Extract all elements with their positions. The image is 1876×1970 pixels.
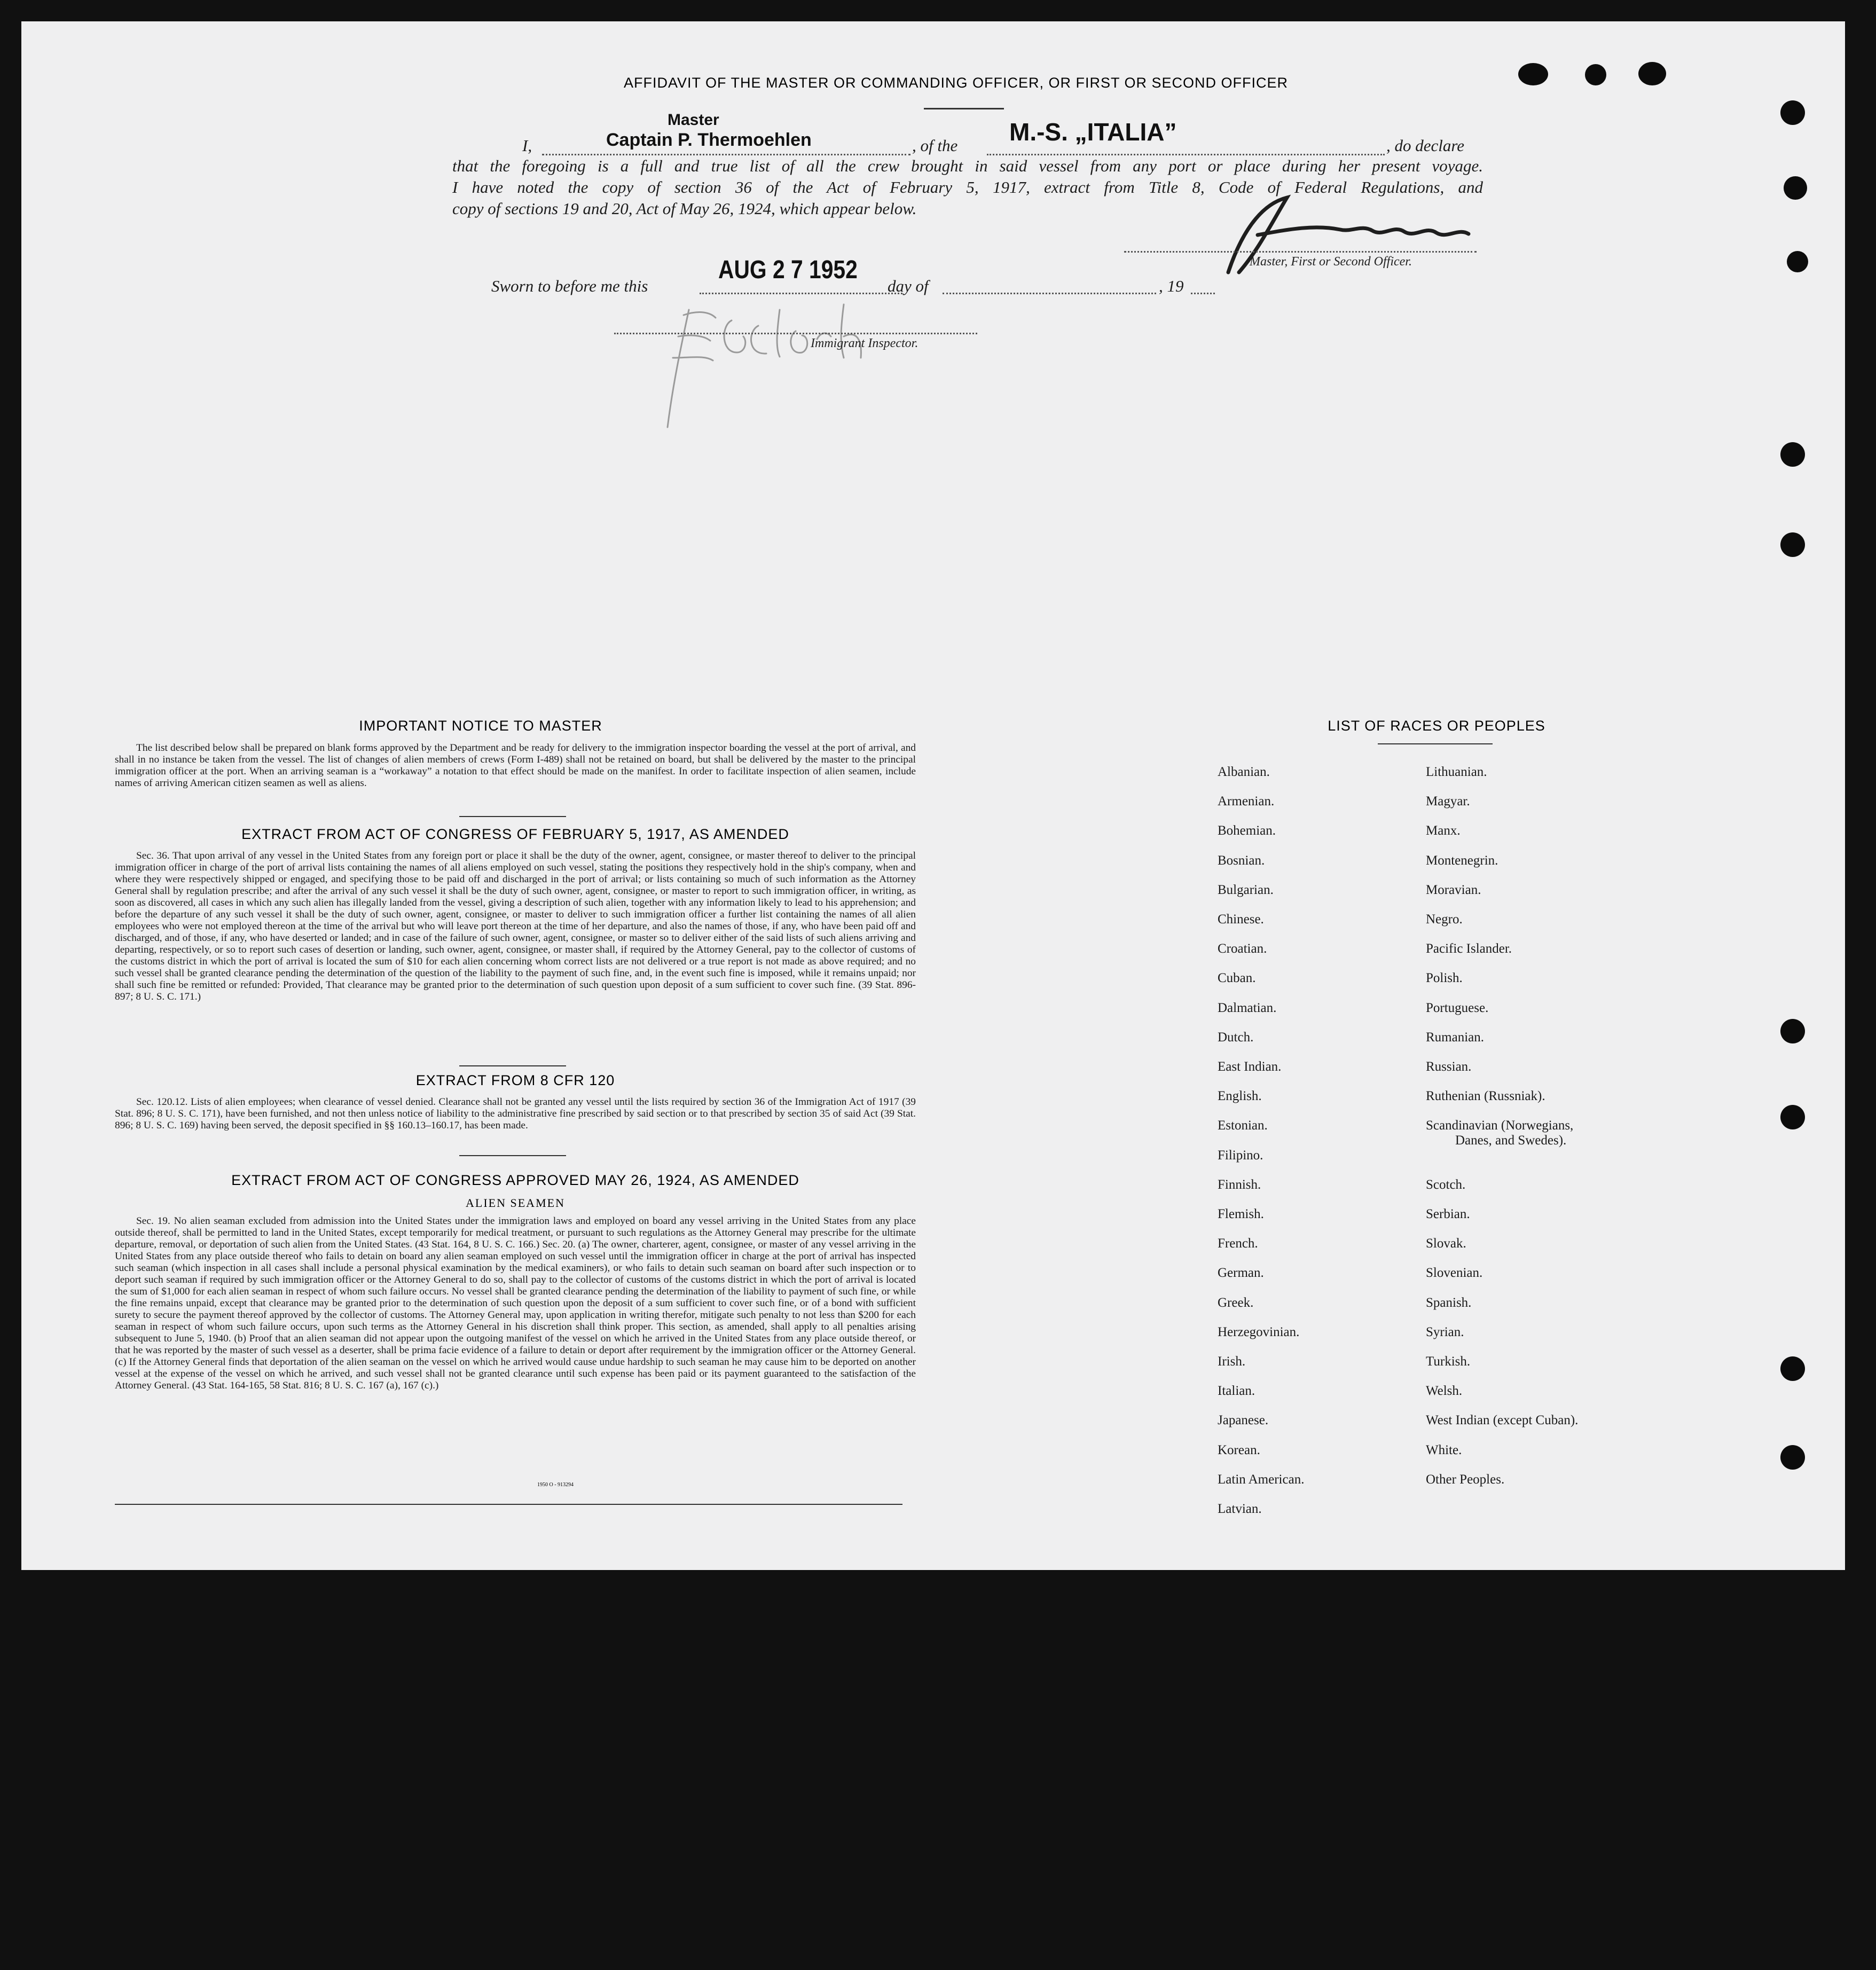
punch-hole — [1780, 1445, 1805, 1470]
race-item: Italian. — [1218, 1384, 1255, 1399]
race-item: Japanese. — [1218, 1413, 1269, 1428]
master-label: Master — [668, 111, 719, 129]
punch-hole — [1787, 251, 1808, 272]
race-item: Latvian. — [1218, 1502, 1262, 1516]
race-item: Greek. — [1218, 1295, 1254, 1310]
extract-1924-title: EXTRACT FROM ACT OF CONGRESS APPROVED MAY 26, 1924, AS AMENDED — [231, 1172, 799, 1188]
race-item: East Indian. — [1218, 1059, 1282, 1074]
race-item: Scotch. — [1426, 1177, 1466, 1192]
document-page — [21, 21, 1845, 1570]
race-item: Filipino. — [1218, 1148, 1263, 1163]
race-item: Welsh. — [1426, 1384, 1463, 1399]
vessel-line — [987, 154, 1385, 155]
race-item: Russian. — [1426, 1059, 1472, 1074]
race-item: Irish. — [1218, 1354, 1246, 1369]
race-item: Pacific Islander. — [1426, 941, 1512, 956]
race-item: Finnish. — [1218, 1177, 1261, 1192]
affidavit-pronoun: I, — [522, 136, 532, 155]
of-the-text: , of the — [912, 136, 958, 155]
race-item: Bulgarian. — [1218, 882, 1274, 897]
punch-hole — [1780, 532, 1805, 557]
race-item: Armenian. — [1218, 794, 1275, 809]
inspector-line — [614, 333, 977, 334]
name-line — [542, 154, 910, 155]
race-item: Manx. — [1426, 823, 1461, 838]
notice-title: IMPORTANT NOTICE TO MASTER — [359, 718, 602, 734]
races-title: LIST OF RACES OR PEOPLES — [1328, 718, 1545, 734]
extract-1917-divider — [459, 1065, 566, 1066]
punch-hole — [1780, 442, 1805, 467]
race-item: German. — [1218, 1266, 1264, 1281]
title-divider — [924, 108, 1004, 109]
punch-hole — [1780, 1105, 1805, 1129]
race-item: English. — [1218, 1089, 1262, 1104]
race-item: Latin American. — [1218, 1472, 1305, 1487]
race-item: Dutch. — [1218, 1030, 1254, 1045]
bottom-rule — [115, 1504, 902, 1505]
punch-hole — [1780, 1356, 1805, 1381]
race-item: Flemish. — [1218, 1207, 1264, 1221]
master-signature-mark — [1207, 192, 1485, 283]
race-item: West Indian (except Cuban). — [1426, 1413, 1579, 1428]
extract-cfr-divider — [459, 1155, 566, 1156]
date-stamp: AUG 2 7 1952 — [718, 256, 858, 284]
race-item: Slovenian. — [1426, 1266, 1483, 1281]
notice-divider — [459, 816, 566, 817]
notice-body: The list described below shall be prepared on blank forms approved by the Department and be ready for delivery to the immigration inspector boarding the vessel at the port of arrival, and shall in no instance be taken from the vessel. The list of changes of alien members of crews (Form I-489) shall not be retained on board, but shall be delivered by the master to the principal immigration officer at the port. When an arriving seaman is a “workaway” a notation to that effect should be made on the manifest. In order to facilitate inspection of alien seamen, include names of arriving American citizen seamen as well as aliens. — [115, 742, 916, 789]
inspector-signature-mark — [652, 294, 919, 433]
extract-cfr-title: EXTRACT FROM 8 CFR 120 — [415, 1072, 615, 1088]
race-item: Negro. — [1426, 912, 1463, 927]
race-item: Other Peoples. — [1426, 1472, 1505, 1487]
races-divider — [1378, 743, 1493, 744]
signature-line — [1124, 251, 1477, 253]
race-item: Portuguese. — [1426, 1000, 1489, 1015]
race-item: Herzegovinian. — [1218, 1324, 1300, 1339]
print-code: 1950 O - 913294 — [537, 1482, 574, 1488]
year-prefix: , 19 — [1159, 277, 1184, 295]
race-item: Magyar. — [1426, 794, 1470, 809]
race-item: Estonian. — [1218, 1118, 1268, 1133]
punch-hole — [1518, 63, 1548, 85]
extract-1924-subtitle: ALIEN SEAMEN — [466, 1196, 565, 1210]
day-of-text: day of — [888, 277, 929, 295]
extract-1924-body: Sec. 19. No alien seaman excluded from admission into the United States under the immigration laws and employed on board any vessel arriving in the United States from any place outside thereof, shall be permitted to land in the United States, except temporarily for medical treatment, or pursuant to such regulations as the Attorney General may prescribe for the ultimate departure, removal, or deportation of such alien from the United States. (43 Stat. 164, 8 U. S. C. 166.) Sec. 20. (a) The owner, charterer, agent, consignee, or master of any vessel arriving in the United States from any place outside thereof who fails to detain on board any alien seaman employed on such vessel until the immigration officer in charge at the port of arrival has inspected such seaman (which inspection in all cases shall include a personal physical examination by the medical examiners), or who fails to detain such seaman on board after such inspection or to deport such seaman if required by such immigration officer or the Attorney General to do so, shall pay to the collector of customs of the customs district in which the port of arrival is located the sum of $1,000 for each alien seaman in respect of whom such failure occurs. No vessel shall be granted clearance pending the determination of the liability to payment of such fine, or while the fine remains unpaid, except that clearance may be granted prior to the determination of such question upon the deposit of a sum sufficient to cover such fine, or of a bond with sufficient surety to secure the payment thereof approved by the collector of customs. The Attorney General may, upon application in writing therefor, mitigate such penalty to not less than $200 for each seaman in respect of whom such failure occurs, upon such terms as the Attorney General in his discretion shall think proper. This section, as amended, shall apply to all penalties arising subsequent to June 5, 1940. (b) Proof that an alien seaman did not appear upon the outgoing manifest of the vessel on which he arrived in the United States from any place outside thereof, or that he was reported by the master of such vessel as a deserter, shall be prima facie evidence of a failure to detain or deport after requirement by the immigration officer or the Attorney General. (c) If the Attorney General finds that deportation of the alien seaman on the vessel on which he arrived would cause undue hardship to such seaman he may cause him to be deported on another vessel at the expense of the vessel on which he arrived, and such vessel shall not be granted clearance until such expense has been paid or its payment guaranteed to the satisfaction of the Attorney General. (43 Stat. 164-165, 58 Stat. 816; 8 U. S. C. 167 (a), 167 (c).) — [115, 1215, 916, 1391]
race-item: Dalmatian. — [1218, 1000, 1277, 1015]
sworn-text: Sworn to before me this — [491, 277, 648, 295]
race-item: Spanish. — [1426, 1295, 1472, 1310]
race-item: Danes, and Swedes). — [1455, 1133, 1567, 1148]
extract-1917-title: EXTRACT FROM ACT OF CONGRESS OF FEBRUARY 5, 1917, AS AMENDED — [241, 826, 789, 842]
race-item: French. — [1218, 1236, 1258, 1251]
punch-hole — [1638, 62, 1666, 85]
month-line — [943, 293, 1156, 294]
race-item: Korean. — [1218, 1442, 1260, 1457]
extract-1917-body: Sec. 36. That upon arrival of any vessel in the United States from any foreign port or place it shall be the duty of the owner, agent, consignee, or master thereof to deliver to the principal immigration officer in charge of the port of arrival lists containing the names of all aliens employed on such vessel, stating the positions they respectively hold in the ship's company, when and where they were respectively shipped or engaged, and specifying those to be paid off and discharged in the port of arrival; or lists containing so much of such information as the Attorney General shall by regulation prescribe; and after the arrival of any such vessel it shall be the duty of such owner, agent, consignee, or master to report to such immigration officer, in writing, as soon as discovered, all cases in which any such alien has illegally landed from the vessel, giving a description of such alien, together with any information likely to lead to his apprehension; and before the departure of any such vessel it shall be the duty of such owner, agent, consignee, or master to deliver to such immigration officer a further list containing the names of all alien employees who were not employed thereon at the time of the arrival but who will leave port thereon at the time of her departure, and also the names of those, if any, who have been paid off and discharged, and of those, if any, who have deserted or landed; and in case of the failure of such owner, agent, consignee, or master so to deliver either of the said lists of such aliens arriving and departing, respectively, or so to report such cases of desertion or landing, such owner, agent, consignee, or master shall, if required by the Attorney General, pay to the collector of customs of the customs district in which the port of arrival is located the sum of $10 for each alien concerning whom correct lists are not delivered or a true report is not made as above required; and no such vessel shall be granted clearance pending the determination of the question of the liability to the payment of such fine, and, in the event such fine is imposed, while it remains unpaid; nor shall such fine be remitted or refunded: Provided, That clearance may be granted prior to the determination of such question upon deposit of a sum sufficient to cover such fine. (39 Stat. 896-897; 8 U. S. C. 171.) — [115, 850, 916, 1002]
affidavit-line-4: copy of sections 19 and 20, Act of May 26, 1924, which appear below. — [452, 199, 917, 218]
inspector-signature — [716, 320, 718, 321]
race-item: Polish. — [1426, 971, 1463, 986]
affidavit-title: AFFIDAVIT OF THE MASTER OR COMMANDING OFFICER, OR FIRST OR SECOND OFFICER — [623, 75, 1289, 91]
race-item: White. — [1426, 1442, 1462, 1457]
do-declare-text: , do declare — [1386, 136, 1465, 155]
officer-label: Master, First or Second Officer. — [1250, 255, 1412, 269]
punch-hole — [1780, 100, 1805, 125]
race-item: Chinese. — [1218, 912, 1264, 927]
race-item: Cuban. — [1218, 971, 1256, 986]
race-item: Syrian. — [1426, 1324, 1464, 1339]
vessel-name: M.-S. „ITALIA” — [1009, 118, 1177, 146]
race-item: Serbian. — [1426, 1207, 1470, 1221]
affidavit-line-2: that the foregoing is a full and true list of all the crew brought in said vessel from any port or place during her present voyage. — [452, 156, 1483, 175]
extract-cfr-body: Sec. 120.12. Lists of alien employees; when clearance of vessel denied. Clearance shall not be granted any vessel until the lists required by section 36 of the Immigration Act of 1917 (39 Stat. 896; 8 U. S. C. 171), have been furnished, and not then unless notice of liability to the administrative fine prescribed by said section or to that prescribed by section 35 of said Act (39 Stat. 896; 8 U. S. C. 169) having been served, the deposit specified in §§ 160.13–160.17, has been made. — [115, 1096, 916, 1131]
race-item: Rumanian. — [1426, 1030, 1485, 1045]
race-item: Croatian. — [1218, 941, 1267, 956]
race-item: Slovak. — [1426, 1236, 1466, 1251]
race-item: Montenegrin. — [1426, 853, 1498, 868]
race-item: Bohemian. — [1218, 823, 1276, 838]
affidavit-line-3: I have noted the copy of section 36 of the Act of February 5, 1917, extract from Title 8, Code of Federal Regulations, and — [452, 178, 1483, 197]
race-item: Ruthenian (Russniak). — [1426, 1089, 1545, 1104]
race-item: Albanian. — [1218, 765, 1270, 779]
race-item: Moravian. — [1426, 882, 1481, 897]
master-name: Captain P. Thermoehlen — [606, 130, 812, 150]
punch-hole — [1784, 176, 1807, 200]
inspector-label: Immigrant Inspector. — [811, 336, 919, 350]
year-line — [1191, 293, 1215, 294]
race-item: Turkish. — [1426, 1354, 1471, 1369]
race-item: Bosnian. — [1218, 853, 1265, 868]
race-item: Lithuanian. — [1426, 765, 1487, 779]
punch-hole — [1780, 1019, 1805, 1043]
race-item: Scandinavian (Norwegians, — [1426, 1118, 1574, 1133]
punch-hole — [1585, 64, 1606, 85]
